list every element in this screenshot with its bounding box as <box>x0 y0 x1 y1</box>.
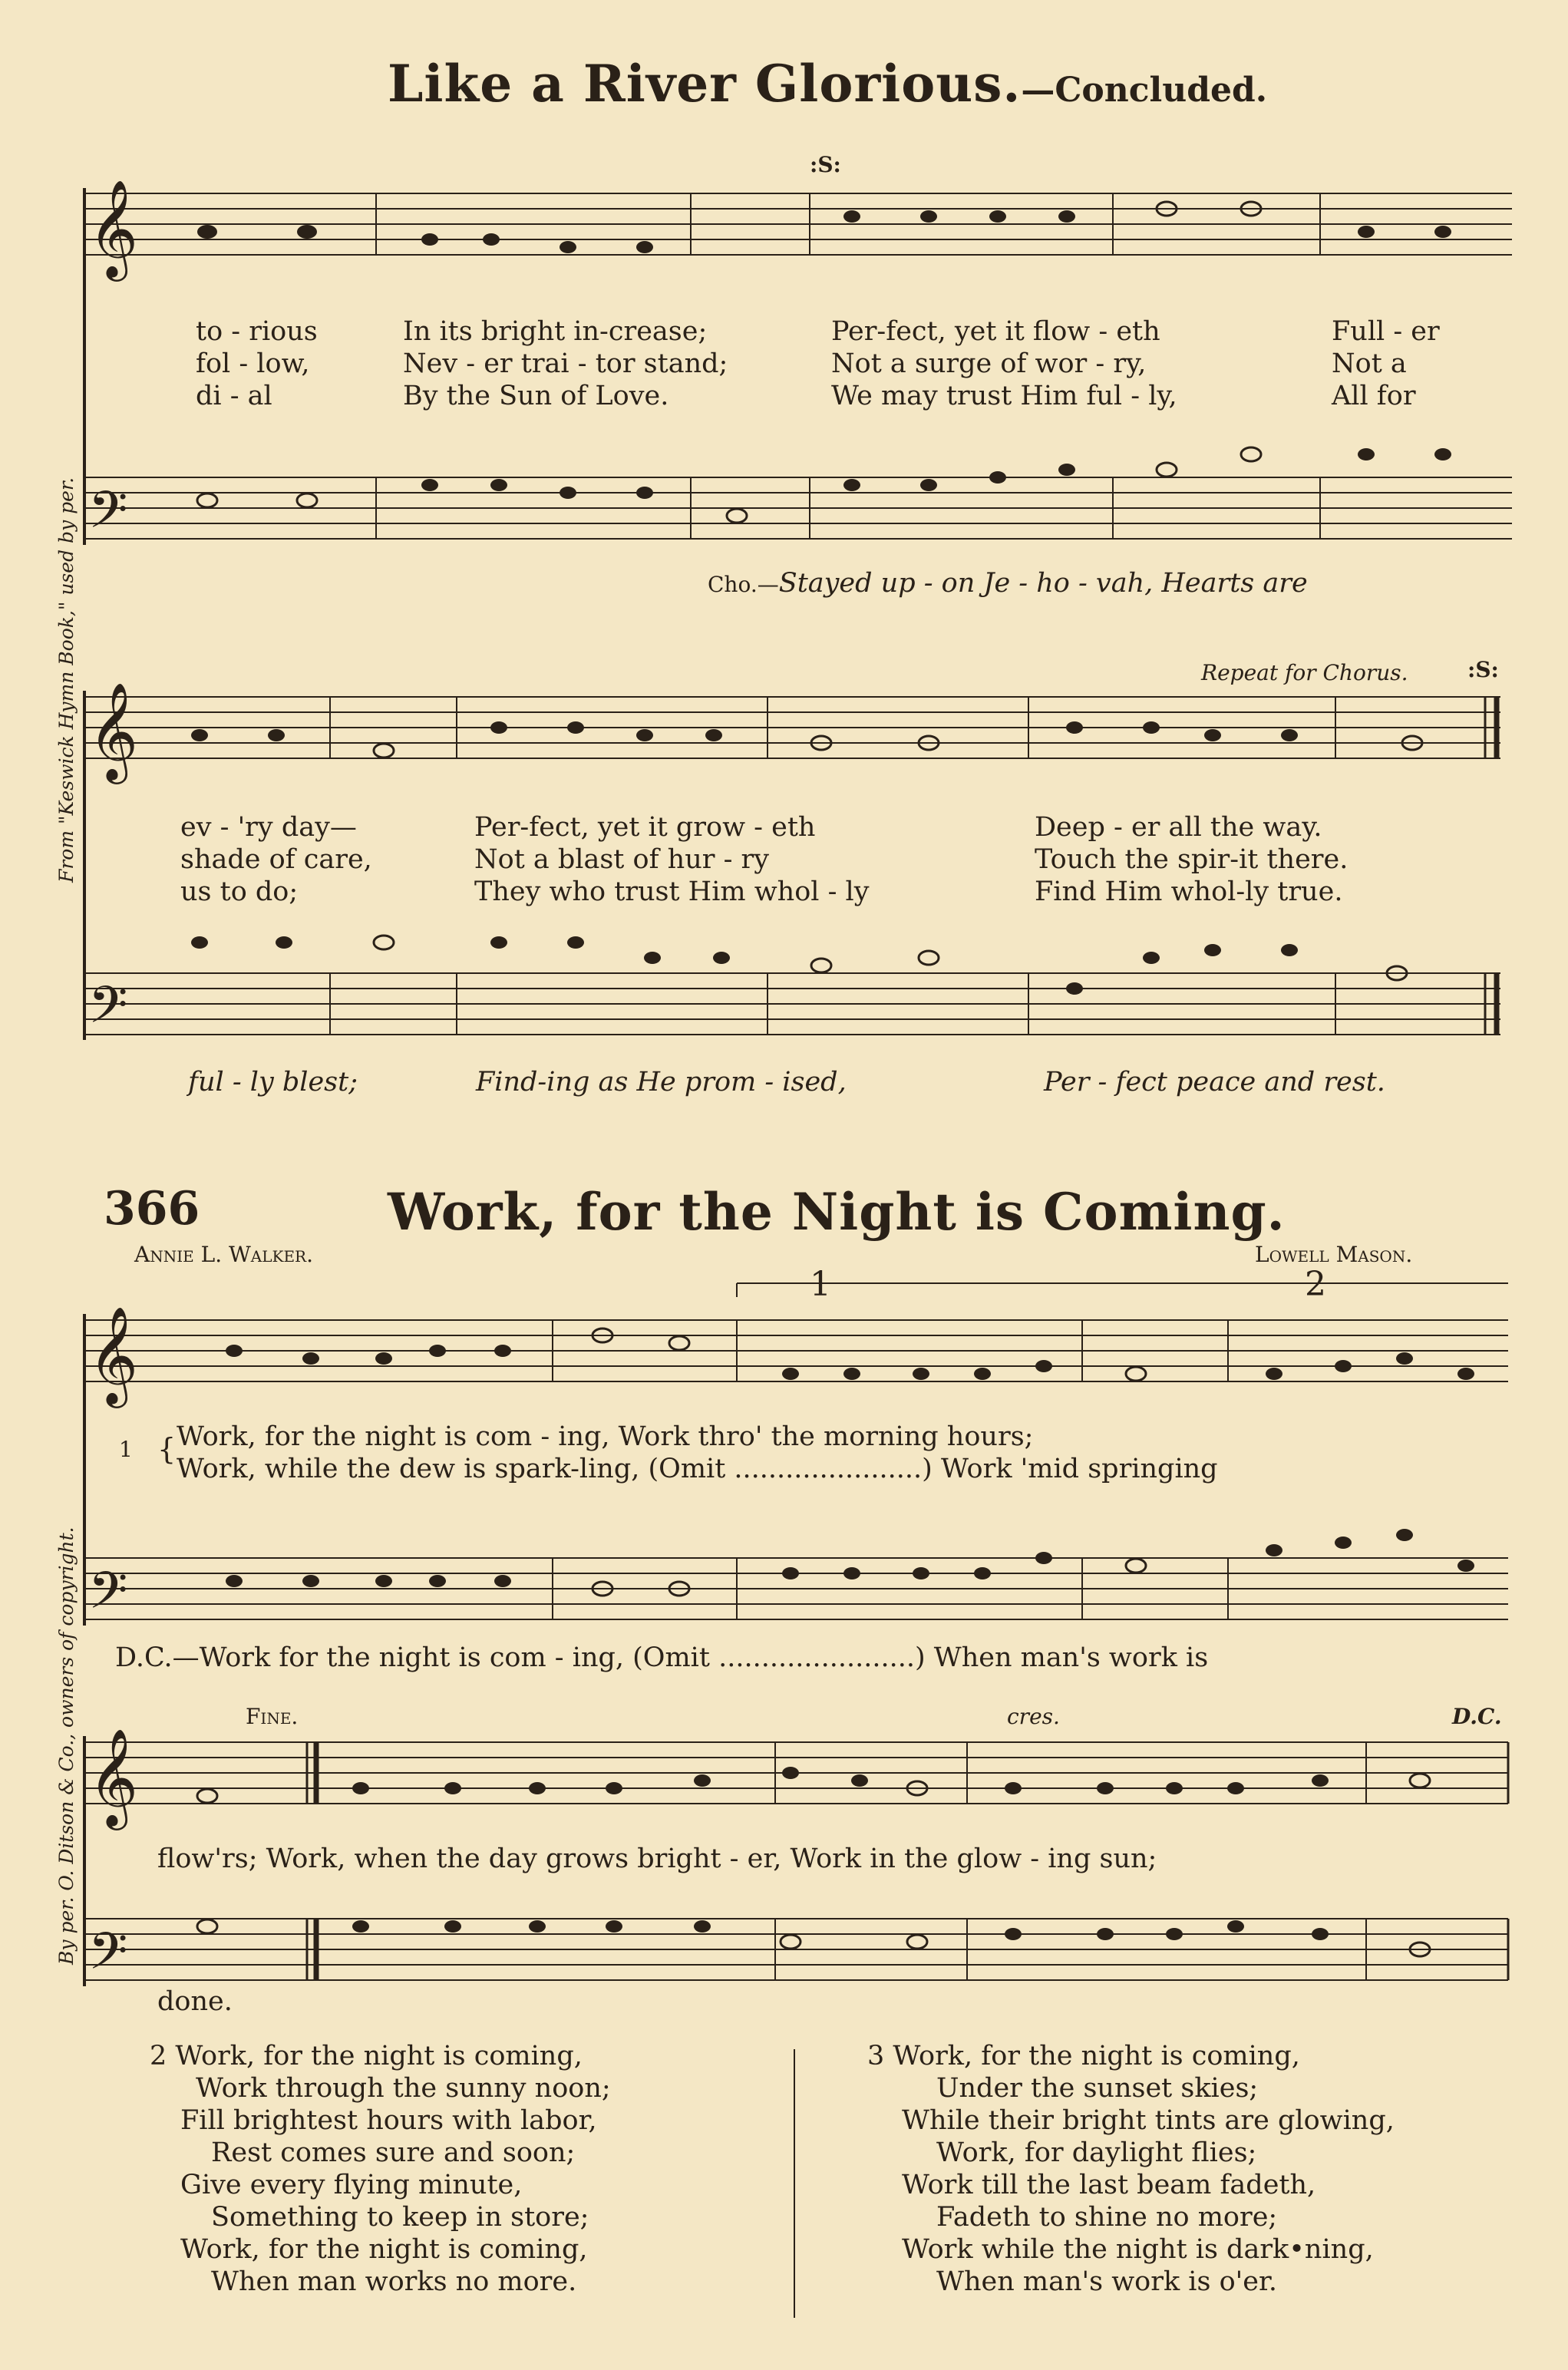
chorus-label <box>708 568 1308 599</box>
s1-v1-b: In its bright in-crease; <box>403 316 708 347</box>
s2-v2-a: shade of care, <box>180 844 372 875</box>
verse-3-line: Work till the last beam fadeth, <box>902 2170 1316 2200</box>
chorus-marker: Cho.— <box>708 572 779 597</box>
verse-2-line: When man works no more. <box>211 2266 577 2297</box>
staff-1-treble <box>84 193 1512 255</box>
verse-3-line: Fadeth to shine no more; <box>936 2202 1278 2233</box>
repeat-label: Repeat for Chorus. <box>1201 660 1408 685</box>
svg-text:𝄞: 𝄞 <box>88 682 139 780</box>
s1-v3-a: di - al <box>196 381 272 411</box>
cres-label: cres. <box>1007 1704 1060 1729</box>
segno-sign: :S: <box>810 152 841 177</box>
stanza-number: 1 <box>119 1437 133 1462</box>
fine-label: Fine. <box>246 1704 299 1729</box>
verse-3-line: Work, for daylight flies; <box>936 2137 1257 2168</box>
s2-v1-b: Per-fect, yet it grow - eth <box>474 812 816 843</box>
svg-text:𝄞: 𝄞 <box>88 179 139 277</box>
page-header <box>388 54 1267 114</box>
svg-text:𝄢: 𝄢 <box>88 480 128 552</box>
s2-v2-b: Not a blast of hur - ry <box>474 844 770 875</box>
s1-v1-a: to - rious <box>196 316 318 347</box>
s2-v1-c: Deep - er all the way. <box>1035 812 1322 843</box>
verse-2-line: Work through the sunny noon; <box>196 2073 611 2104</box>
s1-v1-d: Full - er <box>1332 316 1440 347</box>
s2-chorus-c: Per - fect peace and rest. <box>1044 1067 1385 1098</box>
svg-text:𝄞: 𝄞 <box>88 1305 139 1404</box>
verse-2-line: Work, for the night is coming, <box>180 2234 588 2265</box>
hymn-composer: Lowell Mason. <box>1255 1242 1413 1267</box>
s2-v3-c: Find Him whol-ly true. <box>1035 876 1343 907</box>
brace-glyph: { <box>157 1432 177 1466</box>
verse-2 <box>150 2040 611 2298</box>
dc-label: D.C. <box>1452 1704 1502 1729</box>
staff-1-bass <box>84 477 1512 539</box>
verse-3-line: When man's work is o'er. <box>936 2266 1277 2297</box>
s1-v3-b: By the Sun of Love. <box>403 381 669 411</box>
verse-3-line: Work while the night is dark•ning, <box>902 2234 1374 2265</box>
verse-3-line: While their bright tints are glowing, <box>902 2105 1395 2136</box>
svg-text:𝄞: 𝄞 <box>88 1728 139 1826</box>
line-1: Work, for the night is com - ing, Work thro' the morning hours; <box>177 1421 1034 1452</box>
header-title: Like a River Glorious. <box>388 54 1022 114</box>
hymn-number: 366 <box>104 1182 200 1236</box>
s2-chorus-b: Find-ing as He prom - ised, <box>476 1067 847 1098</box>
verse-2-line: 2 Work, for the night is coming, <box>150 2041 583 2071</box>
ending-2-label: 2 <box>1305 1265 1326 1304</box>
segno-end: :S: <box>1467 657 1499 682</box>
verse-2-line: Fill brightest hours with labor, <box>180 2105 597 2136</box>
verse-3 <box>867 2040 1395 2298</box>
s2-v3-a: us to do; <box>180 876 299 907</box>
s1-v2-b: Nev - er trai - tor stand; <box>403 348 728 379</box>
s2-v1-a: ev - 'ry day— <box>180 812 357 843</box>
s1-v3-d: All for <box>1332 381 1416 411</box>
s2-v2-c: Touch the spir-it there. <box>1035 844 1348 875</box>
side-credit-bottom: By per. O. Ditson & Co., owners of copyright. <box>55 1527 78 1965</box>
verse-2-line: Rest comes sure and soon; <box>211 2137 576 2168</box>
hymn-title: Work, for the Night is Coming. <box>388 1182 1286 1242</box>
side-credit-top: From "Keswick Hymn Book," used by per. <box>55 477 78 883</box>
s1-v1-c: Per-fect, yet it flow - eth <box>831 316 1160 347</box>
verse-2-line: Something to keep in store; <box>211 2202 589 2233</box>
s1-v2-c: Not a surge of wor - ry, <box>831 348 1147 379</box>
s1-v3-c: We may trust Him ful - ly, <box>831 381 1177 411</box>
header-suffix: —Concluded. <box>1021 71 1268 110</box>
verse-3-line: 3 Work, for the night is coming, <box>867 2041 1300 2071</box>
s2-v3-b: They who trust Him whol - ly <box>474 876 870 907</box>
svg-text:𝄢: 𝄢 <box>88 975 128 1047</box>
verse-3-line: Under the sunset skies; <box>936 2073 1259 2104</box>
s1-v2-a: fol - low, <box>196 348 310 379</box>
dc-line: D.C.—Work for the night is com - ing, (Omit .......................) When man's work is <box>115 1642 1209 1673</box>
svg-text:𝄢: 𝄢 <box>88 1922 128 1993</box>
ending-1-label: 1 <box>810 1265 831 1304</box>
line-2: Work, while the dew is spark-ling, (Omit ......................) Work 'mid springing <box>177 1454 1218 1484</box>
svg-text:𝄢: 𝄢 <box>88 1561 128 1632</box>
chorus-line-1: Stayed up - on Je - ho - vah, Hearts are <box>778 568 1308 599</box>
s1-v2-d: Not a <box>1332 348 1407 379</box>
verse-2-line: Give every flying minute, <box>180 2170 523 2200</box>
s2-chorus-a: ful - ly blest; <box>188 1067 358 1098</box>
line-3: flow'rs; Work, when the day grows bright - er, Work in the glow - ing sun; <box>157 1844 1157 1874</box>
hymn-author: Annie L. Walker. <box>134 1242 314 1267</box>
done-word: done. <box>157 1986 233 2017</box>
